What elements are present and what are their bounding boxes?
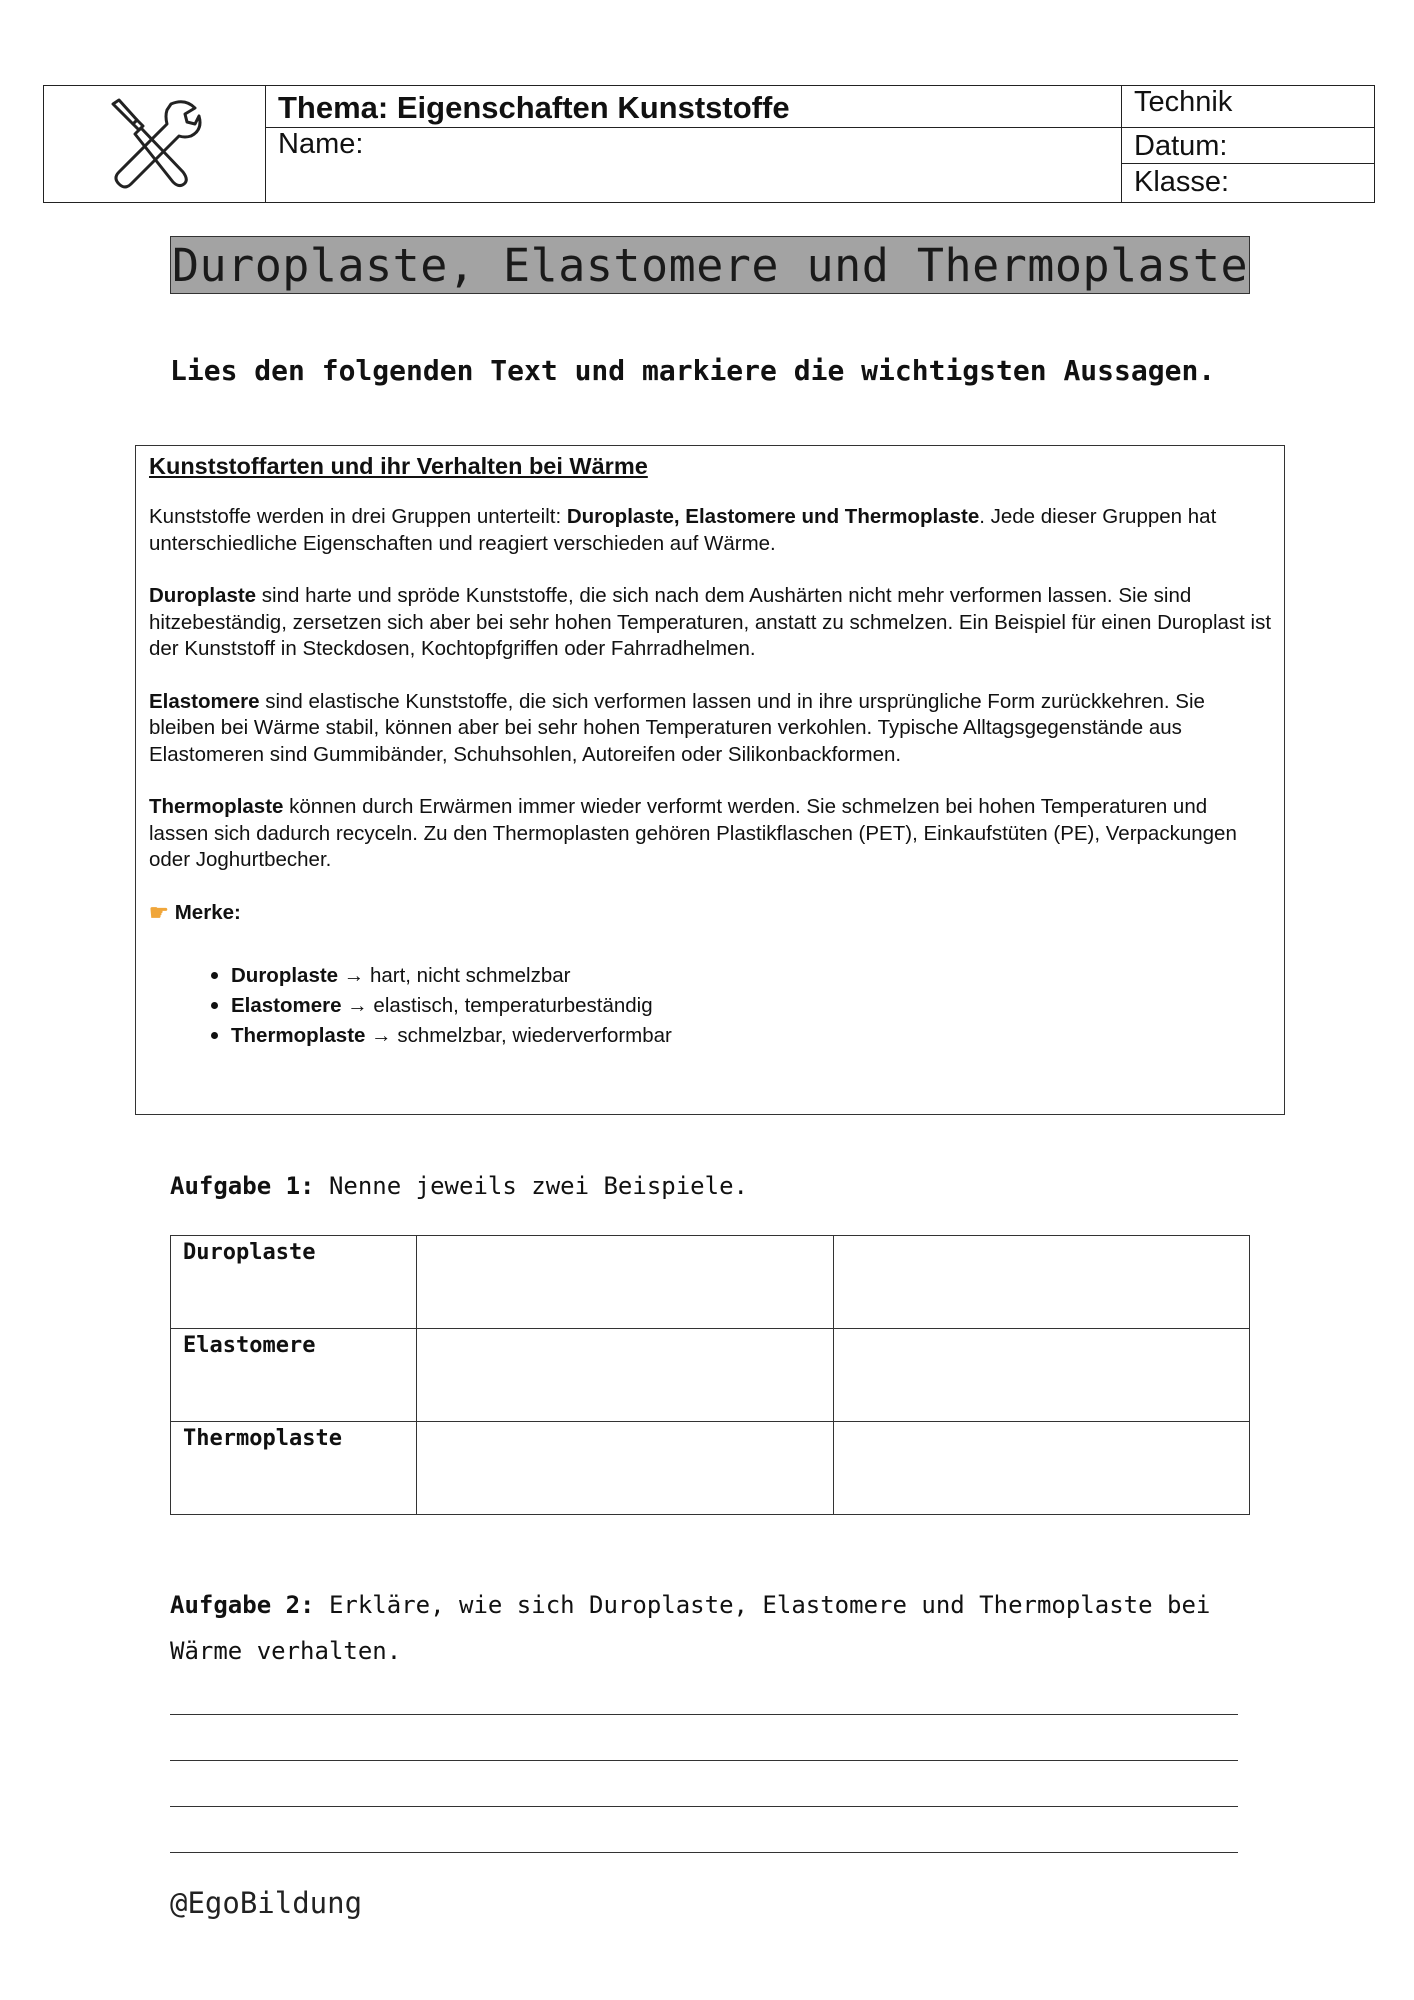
summary-list <box>149 962 1272 1049</box>
row-label: Duroplaste <box>171 1236 417 1329</box>
instruction-text: Lies den folgenden Text und markiere die wichtigsten Aussagen. <box>170 354 1216 387</box>
tools-icon <box>105 94 205 194</box>
summary-text: → elastisch, temperaturbeständig <box>341 994 653 1017</box>
summary-text: → hart, nicht schmelzbar <box>338 964 571 987</box>
worksheet-header <box>43 85 1375 203</box>
task1-label: Aufgabe 1: <box>170 1172 315 1200</box>
merke-label <box>149 900 1272 927</box>
thermoplaste-text: können durch Erwärmen immer wieder verformt werden. Sie schmelzen bei hohen Temperaturen und lassen sich dadurch recyceln. Zu den Thermoplasten gehören Plastikflaschen (PET), Einkaufstüten (PE), Verpackungen oder Joghurtbecher. <box>149 795 1237 871</box>
pointing-hand-icon: ☛ <box>149 899 169 925</box>
summary-term: Duroplaste <box>231 964 339 987</box>
intro-text: Kunststoffe werden in drei Gruppen unterteilt: <box>149 505 567 528</box>
subject-label: Technik <box>1122 86 1374 128</box>
answer-cell[interactable] <box>834 1329 1250 1422</box>
answer-cell[interactable] <box>417 1329 834 1422</box>
table-row <box>171 1422 1250 1515</box>
list-item <box>231 1022 1272 1049</box>
term-duroplaste: Duroplaste <box>149 584 257 607</box>
name-field[interactable]: Name: <box>266 128 1122 202</box>
row-label: Elastomere <box>171 1329 417 1422</box>
term-elastomere: Elastomere <box>149 689 260 713</box>
summary-text: → schmelzbar, wiederverformbar <box>365 1024 672 1047</box>
paragraph-thermoplaste <box>149 794 1272 874</box>
summary-term: Elastomere <box>231 994 342 1017</box>
answer-cell[interactable] <box>834 1422 1250 1515</box>
answer-cell[interactable] <box>834 1236 1250 1329</box>
duroplaste-text: sind harte und spröde Kunststoffe, die sich nach dem Aushärten nicht mehr verformen lassen. Sie sind hitzebeständig, zersetzen sich aber bei sehr hohen Temperaturen, anstatt zu schmelzen. Ein Beispiel für einen Duroplast ist der Kunststoff in Steckdosen, Kochtopfgriffen oder Fahrradhelmen. <box>149 584 1272 660</box>
task2-label: Aufgabe 2: <box>170 1591 315 1619</box>
paragraph-duroplaste <box>149 583 1272 663</box>
date-field[interactable]: Datum: <box>1122 128 1374 164</box>
footer-credit: @EgoBildung <box>170 1886 363 1920</box>
paragraph-elastomere <box>149 689 1272 769</box>
answer-line[interactable] <box>170 1760 1238 1761</box>
elastomere-text: sind elastische Kunststoffe, die sich verformen lassen und in ihre ursprüngliche Form zurückkehren. Sie bleiben bei Wärme stabil, können aber bei sehr hohen Temperaturen verkohlen. Typische Alltagsgegenstände aus Elastomeren sind Gummibänder, Schuhsohlen, Autoreifen oder Silikonbackformen. <box>149 689 1205 766</box>
answer-cell[interactable] <box>417 1422 834 1515</box>
topic-title: Thema: Eigenschaften Kunststoffe <box>266 86 1122 128</box>
task2-prompt <box>170 1582 1260 1674</box>
task2-text: Erkläre, wie sich Duroplaste, Elastomere und Thermoplaste bei Wärme verhalten. <box>170 1591 1211 1665</box>
list-item <box>231 962 1272 989</box>
term-thermoplaste: Thermoplaste <box>149 795 284 818</box>
task1-prompt <box>170 1172 748 1200</box>
intro-bold: Duroplaste, Elastomere und Thermoplaste <box>566 505 980 528</box>
answer-line[interactable] <box>170 1806 1238 1807</box>
answer-cell[interactable] <box>417 1236 834 1329</box>
paragraph-intro <box>149 504 1272 557</box>
textbox-heading: Kunststoffarten und ihr Verhalten bei Wärme <box>149 453 648 479</box>
page-title: Duroplaste, Elastomere und Thermoplaste <box>170 236 1250 294</box>
logo-cell <box>44 86 266 202</box>
table-row <box>171 1329 1250 1422</box>
class-field[interactable]: Klasse: <box>1134 166 1230 198</box>
summary-term: Thermoplaste <box>231 1024 366 1047</box>
row-label: Thermoplaste <box>171 1422 417 1515</box>
info-textbox <box>135 445 1285 1115</box>
answer-line[interactable] <box>170 1852 1238 1853</box>
examples-table <box>170 1235 1250 1515</box>
answer-line[interactable] <box>170 1714 1238 1715</box>
table-row <box>171 1236 1250 1329</box>
task1-text: Nenne jeweils zwei Beispiele. <box>314 1172 748 1200</box>
merke-text: Merke: <box>174 900 241 924</box>
intro-text-end: . Jede dieser Gruppen hat unterschiedliche Eigenschaften und reagiert verschieden auf Wärme. <box>149 505 1217 555</box>
list-item <box>231 992 1272 1019</box>
